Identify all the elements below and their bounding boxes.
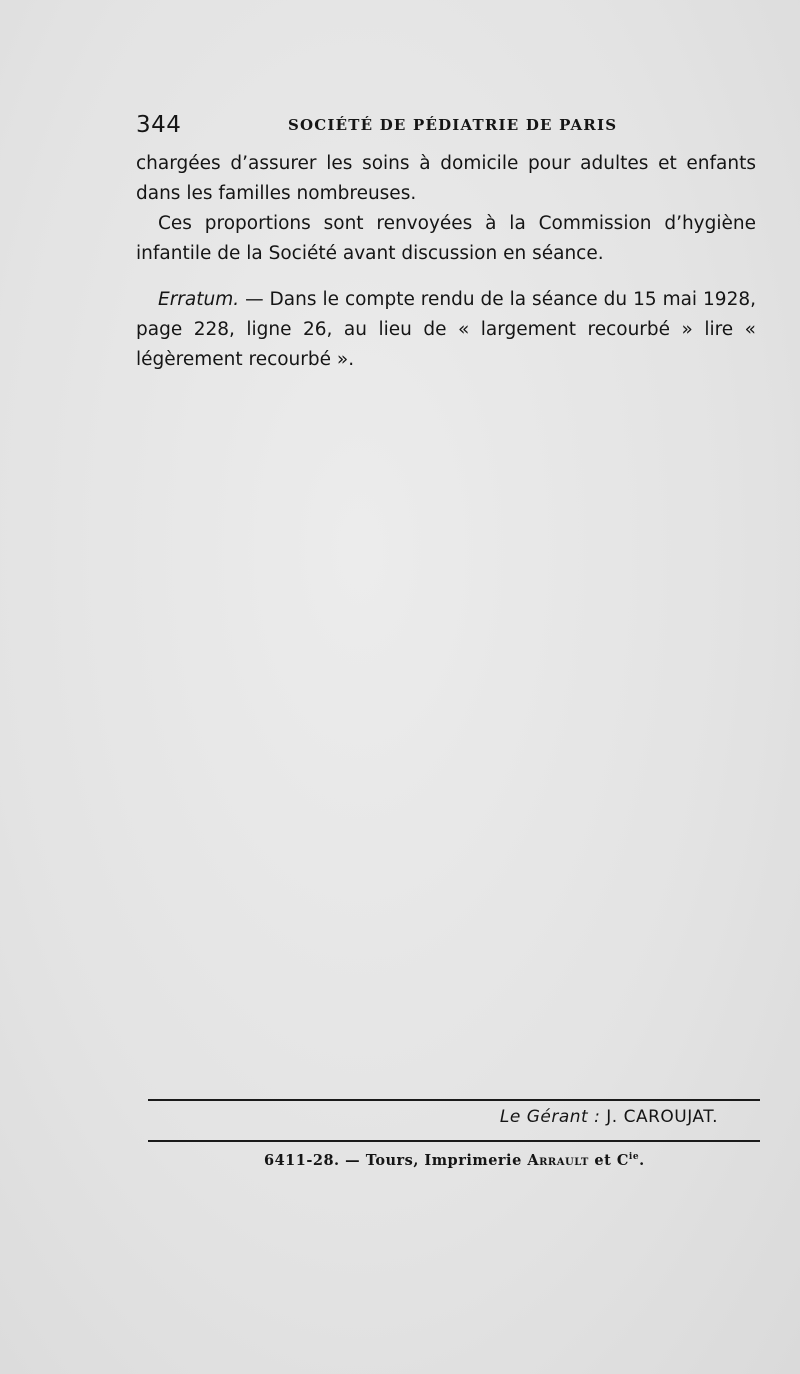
paragraph-proportions: Ces proportions sont renvoyées à la Commission d’hygiène infantile de la Société avant discussion en séance.	[136, 213, 756, 264]
body-text	[136, 149, 756, 375]
paragraph-continuation: chargées d’assurer les soins à domicile pour adultes et enfants dans les familles nombreuses.	[136, 153, 756, 204]
erratum-label: Erratum.	[158, 289, 240, 310]
page-number: 344	[136, 112, 182, 138]
erratum-paragraph	[136, 285, 756, 375]
erratum-text: — Dans le compte rendu de la séance du 15 mai 1928, page 228, ligne 26, au lieu de « largement recourbé » lire « légèrement recourbé ».	[136, 289, 756, 370]
gerant-label: Le Gérant :	[499, 1107, 601, 1127]
imprint-prefix: 6411-28. — Tours, Imprimerie	[264, 1152, 528, 1169]
gerant-name: J. CAROUJAT.	[600, 1107, 718, 1127]
imprint-sup: ie	[628, 1152, 640, 1163]
gerant-signature	[500, 1107, 718, 1127]
imprint-printer: Arrault	[527, 1152, 589, 1169]
printer-imprint	[264, 1152, 645, 1169]
imprint-suffix: et C	[588, 1152, 629, 1169]
bottom-rule	[148, 1140, 760, 1142]
top-rule	[148, 1099, 760, 1101]
running-title: SOCIÉTÉ DE PÉDIATRIE DE PARIS	[288, 116, 618, 134]
imprint-end: .	[639, 1152, 645, 1169]
page-header	[136, 112, 756, 142]
